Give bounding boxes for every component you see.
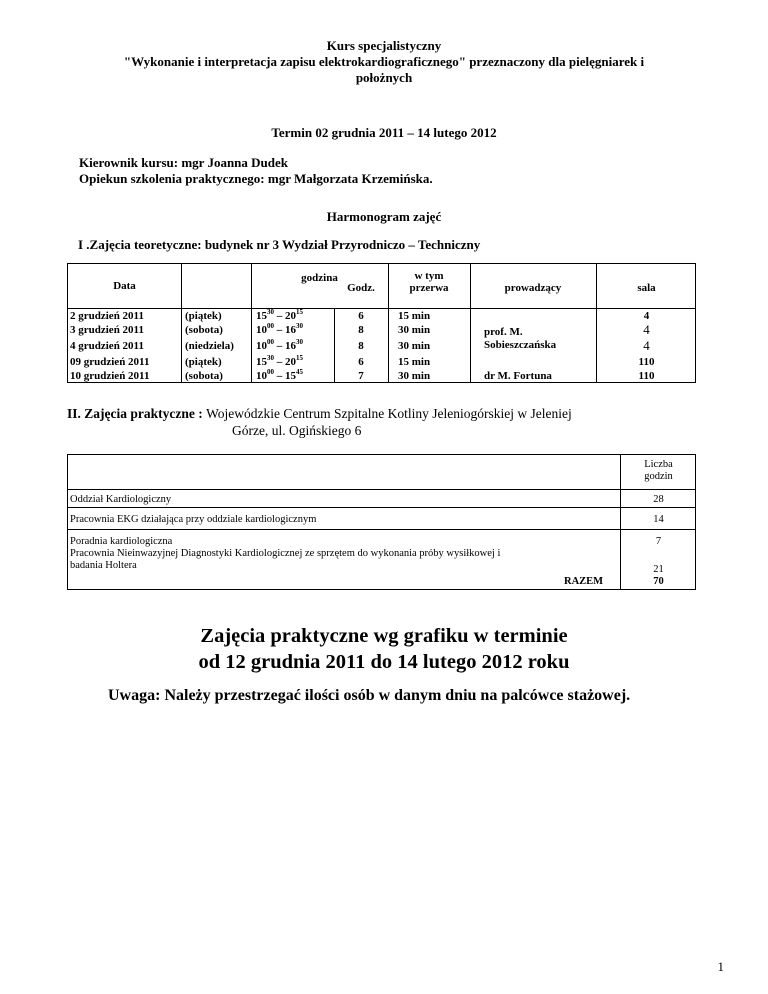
row-break: 15 min xyxy=(398,310,431,322)
title-line-1: Kurs specjalistyczny xyxy=(326,38,442,53)
header-break xyxy=(388,270,470,294)
course-term: Termin 02 grudnia 2011 – 14 lutego 2012 xyxy=(271,125,497,140)
practice-heading xyxy=(40,623,728,675)
row-time: $10^{00} - 16^{30}$ xyxy=(256,322,303,336)
row-date: 3 grudzień 2011 xyxy=(70,324,144,336)
row-hours: 6 xyxy=(358,356,364,368)
course-staff xyxy=(79,155,433,187)
row-day: (piątek) xyxy=(185,356,222,368)
lab-name-line-1: Pracownia Nieinwazyjnej Diagnostyki Kardiologicznej ze sprzętem do wykonania próby wysiłkowej i xyxy=(70,548,501,559)
row-day: (sobota) xyxy=(185,370,223,382)
row-break: 15 min xyxy=(398,356,431,368)
lecturer-1-line-1: prof. M. xyxy=(484,326,523,338)
row-break: 30 min xyxy=(398,370,431,382)
header-hours-line-2: godzin xyxy=(644,471,673,482)
time-hour: 16 xyxy=(285,324,296,336)
practice-heading-line-2: od 12 grudnia 2011 do 14 lutego 2012 roku xyxy=(198,651,570,673)
time-hour: 20 xyxy=(285,356,296,368)
header-divider xyxy=(68,308,695,309)
section-2-place-1: Wojewódzkie Centrum Szpitalne Kotliny Jeleniogórskiej w Jeleniej xyxy=(206,406,572,421)
header-hours-count xyxy=(621,459,696,483)
row-divider xyxy=(68,489,695,490)
header-break-line-2: przerwa xyxy=(409,282,449,294)
time-minutes: 00 xyxy=(267,322,274,330)
row-hours: 6 xyxy=(358,310,364,322)
header-lecturer: prowadzący xyxy=(504,282,562,294)
title-line-3: położnych xyxy=(355,70,413,85)
row-date: 09 grudzień 2011 xyxy=(70,356,150,368)
lecturer-2: dr M. Fortuna xyxy=(484,370,552,382)
practice-unit-hours: 28 xyxy=(653,494,664,505)
row-hours: 8 xyxy=(358,340,364,352)
time-hour: 16 xyxy=(285,340,296,352)
row-date: 4 grudzień 2011 xyxy=(70,340,144,352)
header-break-line-1: w tym xyxy=(414,270,444,282)
time-minutes: 30 xyxy=(267,308,274,316)
row-break: 30 min xyxy=(398,340,431,352)
time-hour: 10 xyxy=(256,340,267,352)
row-break: 30 min xyxy=(398,324,431,336)
time-hour: 20 xyxy=(285,310,296,322)
header-hour: godzina xyxy=(301,272,338,284)
row-room: 110 xyxy=(638,370,655,382)
total-hours: 70 xyxy=(653,576,664,587)
time-hour: 15 xyxy=(256,356,267,368)
title-line-2: "Wykonanie i interpretacja zapisu elektrokardiograficznego" przeznaczony dla pielęgniarek i xyxy=(123,54,645,69)
row-date: 10 grudzień 2011 xyxy=(70,370,150,382)
row-hours: 7 xyxy=(358,370,364,382)
time-minutes: 15 xyxy=(296,354,303,362)
col-divider xyxy=(181,264,182,382)
schedule-title: Harmonogram zajęć xyxy=(326,209,442,224)
clinic-name: Poradnia kardiologiczna xyxy=(70,536,173,547)
lecturer-1 xyxy=(484,326,556,352)
time-minutes: 00 xyxy=(267,338,274,346)
header-date: Data xyxy=(113,280,136,292)
row-hours: 8 xyxy=(358,324,364,336)
lab-name-line-2: badania Holtera xyxy=(70,560,137,571)
row-time: $15^{30} - 20^{15}$ xyxy=(256,308,303,322)
row-date: 2 grudzień 2011 xyxy=(70,310,144,322)
section-2-label: II. Zajęcia praktyczne : xyxy=(67,406,207,421)
practice-tutor: Opiekun szkolenia praktycznego: mgr Małgorzata Krzemińska. xyxy=(79,171,433,186)
total-label: RAZEM xyxy=(564,576,604,587)
time-hour: 10 xyxy=(256,370,267,382)
theory-table xyxy=(67,263,696,383)
practice-heading-line-1: Zajęcia praktyczne wg grafiku w terminie xyxy=(200,625,568,647)
time-minutes: 45 xyxy=(296,368,303,376)
row-divider xyxy=(68,507,695,508)
time-hour: 15 xyxy=(285,370,296,382)
header-room: sala xyxy=(637,282,656,294)
time-minutes: 30 xyxy=(296,338,303,346)
time-minutes: 30 xyxy=(296,322,303,330)
row-divider xyxy=(68,529,695,530)
course-head: Kierownik kursu: mgr Joanna Dudek xyxy=(79,155,289,170)
practice-unit-name: Oddział Kardiologiczny xyxy=(70,494,172,505)
section-2-place-2: Górze, ul. Ogińskiego 6 xyxy=(232,423,362,438)
lecturer-1-line-2: Sobieszczańska xyxy=(484,339,557,351)
row-room: 4 xyxy=(643,338,650,353)
row-time: $10^{00} - 15^{45}$ xyxy=(256,368,303,382)
lab-hours: 21 xyxy=(653,564,664,575)
time-hour: 10 xyxy=(256,324,267,336)
page-number: 1 xyxy=(717,959,724,974)
time-minutes: 00 xyxy=(267,368,274,376)
section-1-title: I .Zajęcia teoretyczne: budynek nr 3 Wydział Przyrodniczo – Techniczny xyxy=(78,237,481,252)
row-time: $10^{00} - 16^{30}$ xyxy=(256,338,303,352)
row-day: (niedziela) xyxy=(185,340,234,352)
row-day: (piątek) xyxy=(185,310,222,322)
row-time: $15^{30} - 20^{15}$ xyxy=(256,354,303,368)
time-minutes: 30 xyxy=(267,354,274,362)
time-minutes: 15 xyxy=(296,308,303,316)
header-hours-line-1: Liczba xyxy=(644,459,673,470)
practice-unit-name: Pracownia EKG działająca przy oddziale kardiologicznym xyxy=(70,514,317,525)
header-hours: Godz. xyxy=(347,282,375,294)
clinic-hours: 7 xyxy=(655,536,662,547)
row-day: (sobota) xyxy=(185,324,223,336)
section-2-title xyxy=(67,405,727,439)
row-room: 4 xyxy=(643,322,650,337)
practice-unit-hours: 14 xyxy=(653,514,664,525)
practice-table xyxy=(67,454,696,590)
time-hour: 15 xyxy=(256,310,267,322)
document-title xyxy=(40,38,728,86)
note: Uwaga: Należy przestrzegać ilości osób w danym dniu na palcówce stażowej. xyxy=(108,687,631,704)
row-room: 4 xyxy=(643,310,650,322)
row-room: 110 xyxy=(638,356,655,368)
